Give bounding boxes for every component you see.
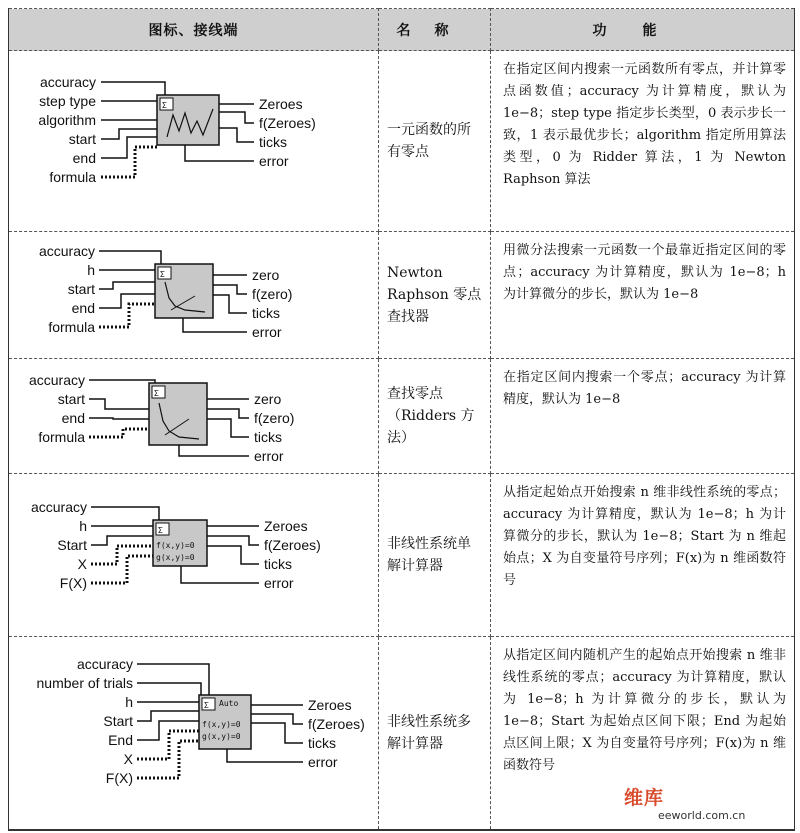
sigma-icon: Σ xyxy=(154,389,159,398)
fx-wire xyxy=(91,556,153,583)
function-description: 用微分法搜索一元函数一个最靠近指定区间的零点；accuracy 为计算精度，默认为 1e−8；h 为计算微分的步长，默认为 1e−8 xyxy=(491,232,795,359)
vi-icon xyxy=(149,383,207,445)
input-label: start xyxy=(57,391,85,407)
input-label: accuracy xyxy=(76,656,133,672)
vi-icon-cell xyxy=(9,359,379,474)
output-label: Zeroes xyxy=(308,697,352,713)
input-label: F(X) xyxy=(105,770,133,786)
output-label: ticks xyxy=(259,134,287,150)
output-label: zero xyxy=(254,391,282,407)
x-wire xyxy=(137,731,199,759)
watermark-logo: 维库 xyxy=(624,787,665,809)
icon-equation: g(x,y)=0 xyxy=(156,553,195,562)
header-function: 功能 xyxy=(491,9,795,51)
input-label: Start xyxy=(103,713,133,729)
sigma-icon: Σ xyxy=(162,101,167,110)
sigma-icon: Σ xyxy=(158,526,163,535)
output-label: ticks xyxy=(308,735,336,751)
function-name: 一元函数的所有零点 xyxy=(379,51,491,232)
x-wire xyxy=(91,546,153,564)
output-label: ticks xyxy=(254,429,282,445)
vi-icon xyxy=(199,695,251,749)
vi-terminal-diagram xyxy=(9,232,377,354)
input-label: algorithm xyxy=(38,112,96,128)
output-label: error xyxy=(254,448,284,464)
input-label: accuracy xyxy=(39,74,96,90)
output-label: f(Zeroes) xyxy=(259,115,316,131)
table-header xyxy=(9,9,795,51)
vi-terminal-diagram xyxy=(9,637,377,825)
input-label: formula xyxy=(49,169,96,185)
vi-terminal-diagram xyxy=(9,359,377,469)
output-label: ticks xyxy=(252,305,280,321)
header-icon: 图标、接线端 xyxy=(9,9,379,51)
input-label: number of trials xyxy=(36,675,133,691)
icon-equation: f(x,y)=0 xyxy=(156,541,195,550)
function-name: 查找零点（Ridders 方法） xyxy=(379,359,491,474)
input-label: start xyxy=(68,131,96,147)
icon-auto-label: Auto xyxy=(219,699,239,708)
input-label: accuracy xyxy=(28,372,85,388)
icon-equation: f(x,y)=0 xyxy=(202,720,241,729)
output-label: f(zero) xyxy=(254,410,295,426)
input-label: end xyxy=(61,410,85,426)
vi-terminal-diagram xyxy=(9,51,377,227)
output-label: error xyxy=(252,324,282,340)
input-label: F(X) xyxy=(59,575,87,591)
watermark-url: eeworld.com.cn xyxy=(658,809,746,822)
input-label: Start xyxy=(57,537,87,553)
output-label: f(Zeroes) xyxy=(308,716,365,732)
function-name: Newton Raphson 零点查找器 xyxy=(379,232,491,359)
input-label: end xyxy=(72,150,96,166)
output-label: error xyxy=(264,575,294,591)
input-label: h xyxy=(79,518,87,534)
function-description: 在指定区间内搜索一元函数所有零点，并计算零点函数值；accuracy 为计算精度，默认为 1e−8；step type 指定步长类型，0 表示步长一致，1 表示最优步长；algorithm 指定所用算法类型，0 为 Ridder 算法，1 为 Newton Raphson 算法 xyxy=(491,51,795,232)
input-label: X xyxy=(123,751,133,767)
vi-icon-cell xyxy=(9,51,379,232)
table-row xyxy=(9,232,795,359)
formula-wire xyxy=(101,147,157,177)
table-row xyxy=(9,474,795,637)
vi-icon xyxy=(157,95,219,145)
function-description: 在指定区间内搜索一个零点；accuracy 为计算精度，默认为 1e−8 xyxy=(491,359,795,474)
output-label: zero xyxy=(252,267,280,283)
function-description: 从指定起始点开始搜索 n 维非线性系统的零点；accuracy 为计算精度，默认为 1e−8；h 为计算微分的步长，默认为 1e−8；Start 为 n 维起始点；X 为自变量符号序列；F(x)为 n 维函数符号 xyxy=(491,474,795,637)
function-name: 非线性系统单解计算器 xyxy=(379,474,491,637)
input-label: X xyxy=(77,556,87,572)
input-label: end xyxy=(71,300,95,316)
input-label: formula xyxy=(48,319,95,335)
output-label: error xyxy=(308,754,338,770)
input-label: End xyxy=(108,732,133,748)
vi-icon-cell xyxy=(9,474,379,637)
output-label: Zeroes xyxy=(259,96,303,112)
vi-terminal-diagram xyxy=(9,474,377,632)
input-label: formula xyxy=(38,429,85,445)
header-name: 名称 xyxy=(379,9,491,51)
sigma-icon: Σ xyxy=(204,701,209,710)
table-row xyxy=(9,51,795,232)
output-label: f(zero) xyxy=(252,286,293,302)
table-row xyxy=(9,359,795,474)
input-label: h xyxy=(125,694,133,710)
input-label: accuracy xyxy=(30,499,87,515)
input-label: step type xyxy=(39,93,96,109)
output-label: Zeroes xyxy=(264,518,308,534)
watermark xyxy=(624,783,794,831)
input-label: accuracy xyxy=(38,243,95,259)
input-label: h xyxy=(87,262,95,278)
function-description: 从指定区间内随机产生的起始点开始搜索 n 维非线性系统的零点；accuracy 为计算精度，默认为 1e−8；h 为计算微分的步长，默认为 1e−8；Start 为起始点区间下限；End 为起始点区间上限；X 为自变量符号序列；F(x)为 n 维函数符号 xyxy=(491,637,795,831)
output-label: error xyxy=(259,153,289,169)
vi-icon xyxy=(153,520,207,566)
function-table xyxy=(8,8,795,831)
output-label: f(Zeroes) xyxy=(264,537,321,553)
function-name: 非线性系统多解计算器 xyxy=(379,637,491,831)
vi-icon xyxy=(155,264,213,318)
input-label: start xyxy=(67,281,95,297)
vi-icon-cell xyxy=(9,232,379,359)
vi-icon-cell xyxy=(9,637,379,831)
icon-equation: g(x,y)=0 xyxy=(202,732,241,741)
sigma-icon: Σ xyxy=(160,270,165,279)
output-label: ticks xyxy=(264,556,292,572)
formula-wire xyxy=(89,429,149,437)
